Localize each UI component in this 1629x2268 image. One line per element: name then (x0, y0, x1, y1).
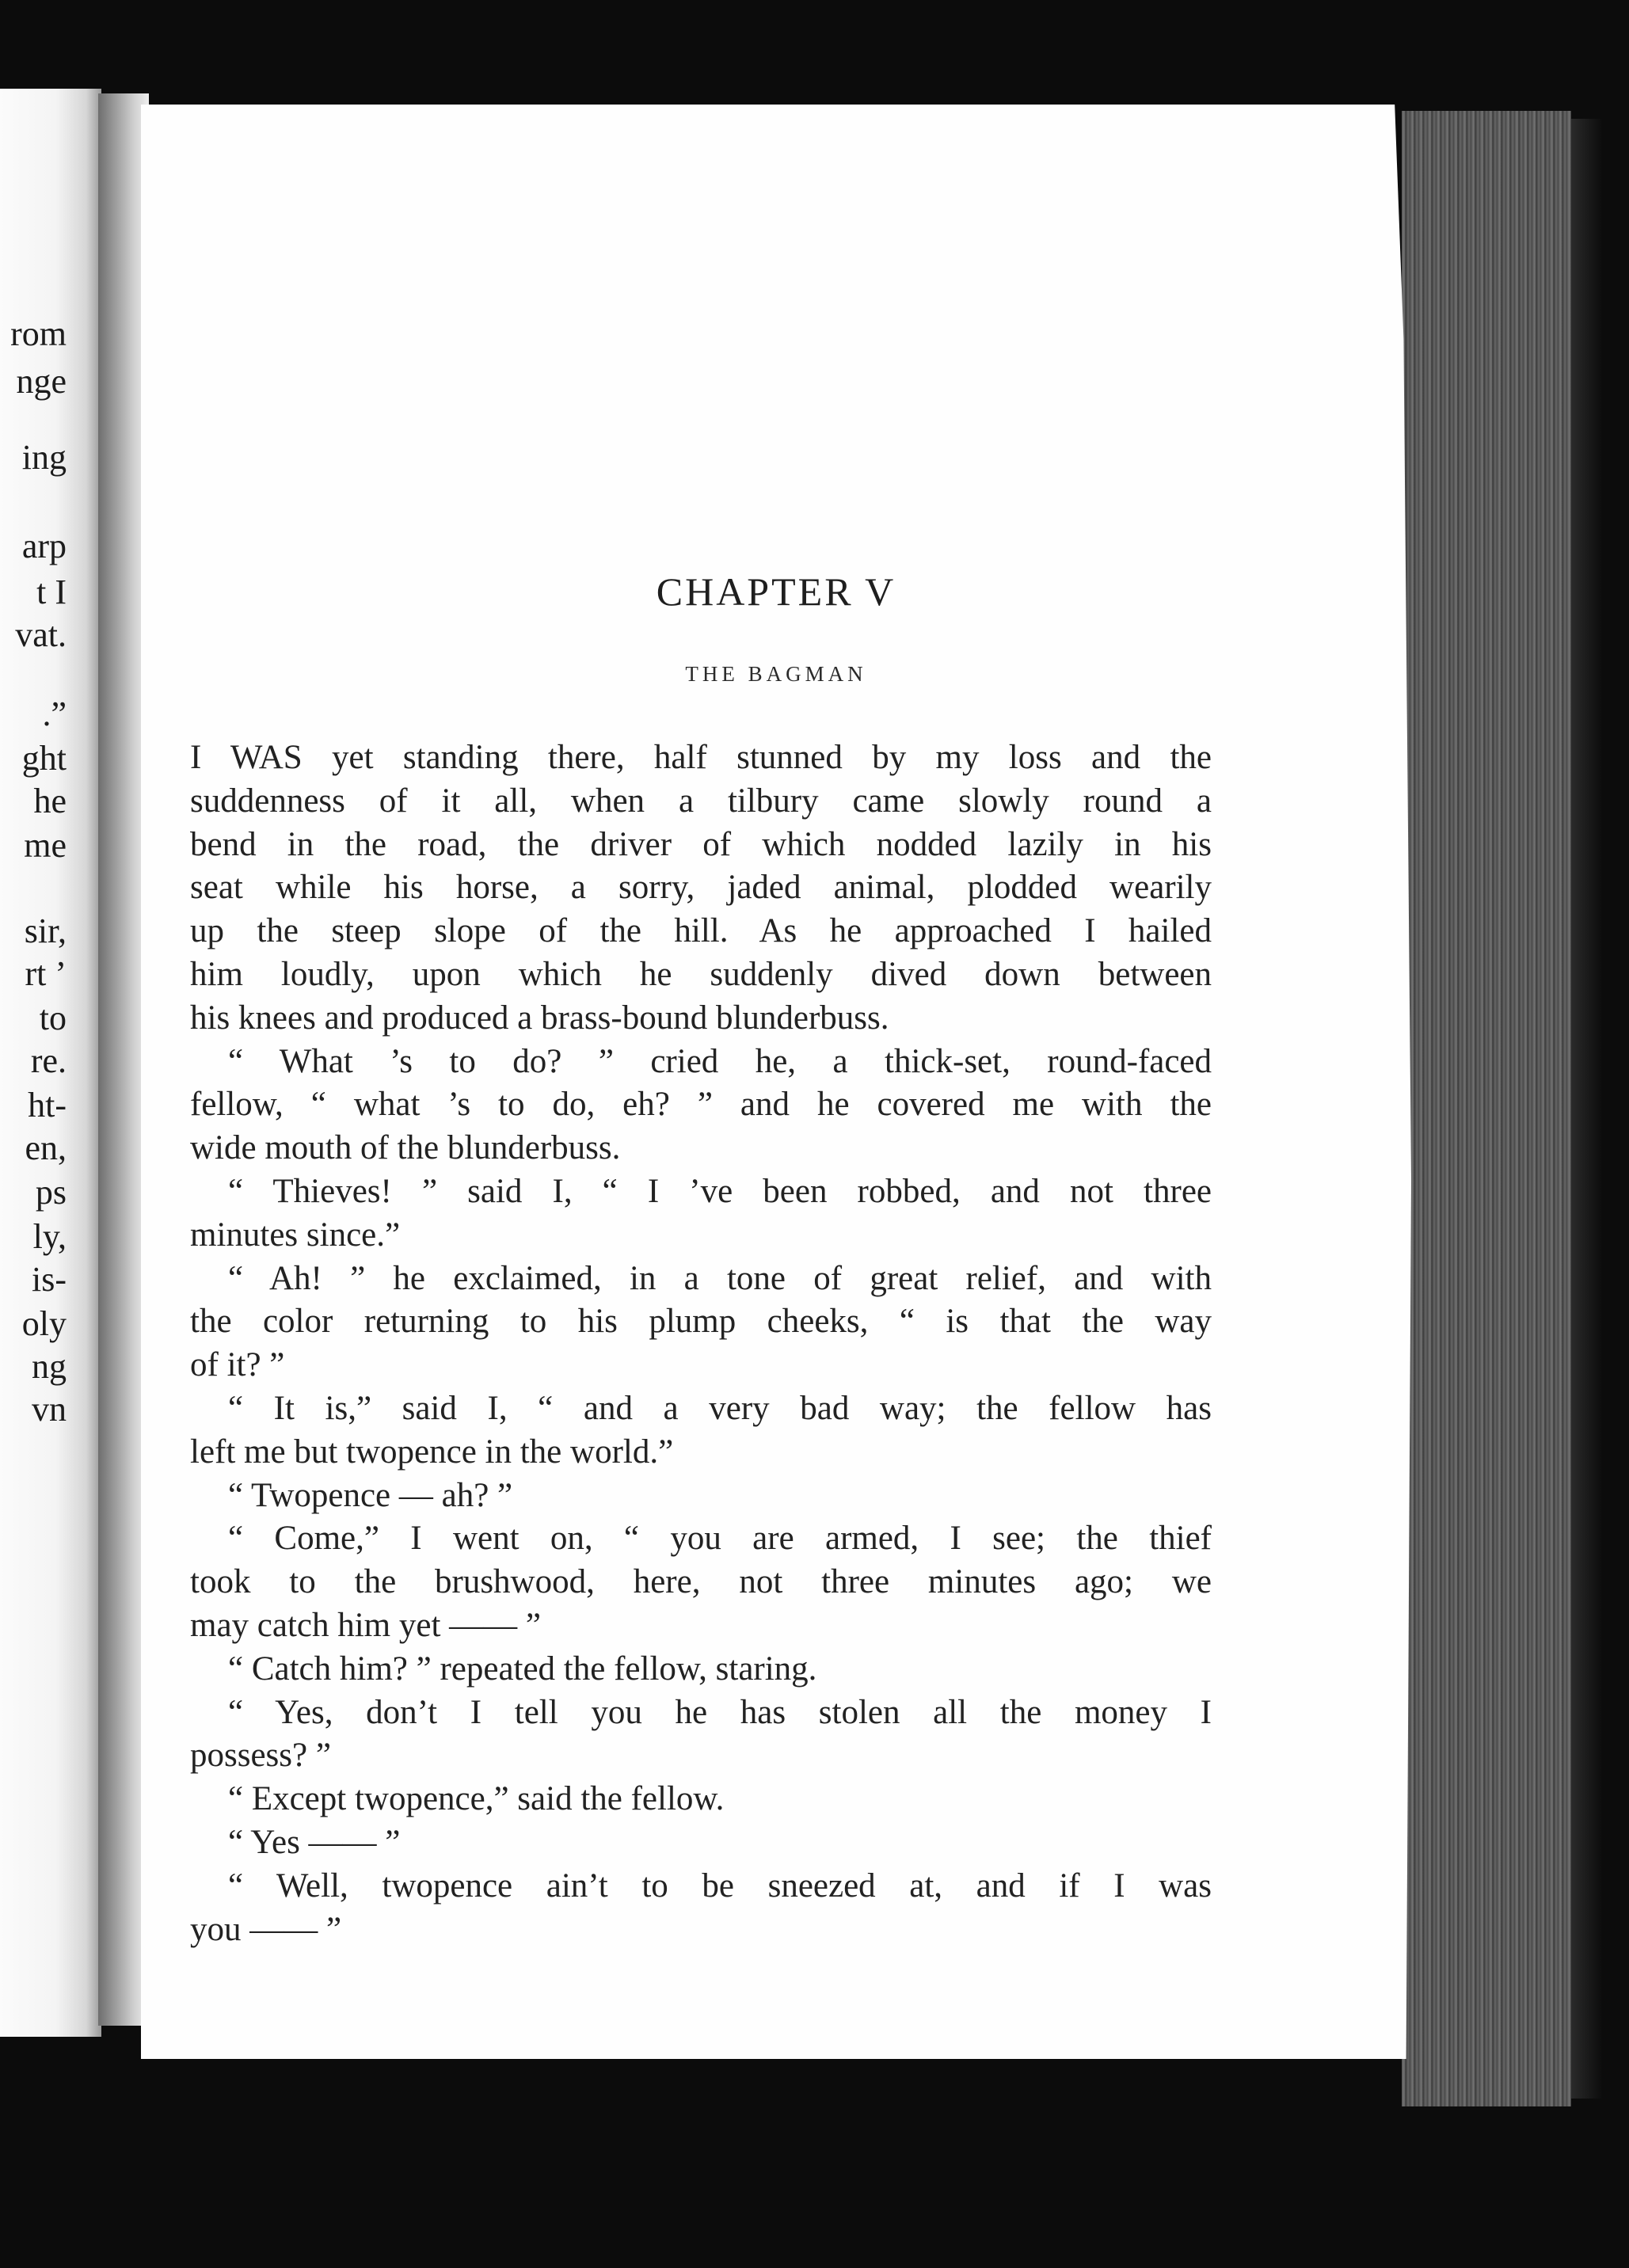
text-line: left me but twopence in the world.” (190, 1433, 674, 1471)
left-page-fragment: t I (36, 573, 67, 611)
text-line: may catch him yet —— ” (190, 1606, 541, 1644)
left-page-fragment: sir, (24, 911, 67, 950)
text-line: “ Except twopence,” said the fellow. (228, 1780, 725, 1818)
left-page-fragment: to (39, 999, 67, 1037)
left-page-fragment: ng (32, 1347, 67, 1386)
left-page-fragment: ght (21, 739, 67, 778)
left-page-fragment: ing (21, 438, 67, 477)
text-line: you —— ” (190, 1910, 342, 1948)
left-page-fragment: arp (21, 527, 67, 565)
left-page-fragment: he (33, 782, 67, 820)
chapter-subtitle: THE BAGMAN (685, 662, 867, 686)
left-page-fragment: ly, (32, 1217, 67, 1256)
text-line: “ Well, twopence ain’t to be sneezed at, and if I was (228, 1867, 1212, 1905)
text-line: “ Yes —— ” (228, 1823, 401, 1861)
text-line: fellow, “ what ’s to do, eh? ” and he covered me with the (190, 1086, 1212, 1124)
left-page-fragment: me (24, 826, 67, 865)
left-page-fragment: rt ’ (25, 954, 67, 993)
text-line: of it? ” (190, 1346, 285, 1384)
left-page-fragment: .” (42, 694, 67, 733)
text-line: “ What ’s to do? ” cried he, a thick-set, round-faced (228, 1042, 1212, 1080)
left-page-fragment: rom (10, 314, 67, 353)
left-page-fragment: ht- (28, 1086, 67, 1124)
text-line: him loudly, upon which he suddenly dived down between (190, 955, 1212, 993)
left-page-fragment: en, (25, 1128, 67, 1167)
text-line: “ Catch him? ” repeated the fellow, staring. (228, 1650, 817, 1688)
text-line: wide mouth of the blunderbuss. (190, 1129, 621, 1167)
text-line: his knees and produced a brass-bound blunderbuss. (190, 999, 889, 1037)
page-edge-shadow (1571, 119, 1603, 2099)
text-line: “ Yes, don’t I tell you he has stolen all the money I (228, 1693, 1212, 1731)
text-line: the color returning to his plump cheeks, “ is that the way (190, 1303, 1212, 1341)
text-line: seat while his horse, a sorry, jaded animal, plodded wearily (190, 869, 1212, 907)
text-line: “ Ah! ” he exclaimed, in a tone of great relief, and with (228, 1259, 1212, 1297)
text-line: took to the brushwood, here, not three minutes ago; we (190, 1563, 1212, 1601)
text-line: bend in the road, the driver of which nodded lazily in his (190, 825, 1212, 863)
left-page-fragment: ps (35, 1173, 67, 1212)
text-line: I WAS yet standing there, half stunned by my loss and the (190, 739, 1212, 776)
left-page-fragment: vat. (15, 615, 67, 654)
previous-page (0, 89, 101, 2037)
chapter-title: CHAPTER V (656, 569, 896, 614)
left-page-fragment: oly (21, 1304, 67, 1343)
left-page-fragment: re. (30, 1041, 67, 1080)
text-line: up the steep slope of the hill. As he approached I hailed (190, 912, 1212, 950)
text-line: possess? ” (190, 1737, 331, 1775)
text-line: “ Come,” I went on, “ you are armed, I see; the thief (228, 1520, 1212, 1558)
left-page-fragment: nge (16, 362, 67, 401)
text-line: suddenness of it all, when a tilbury came slowly round a (190, 782, 1212, 820)
text-line: “ Thieves! ” said I, “ I ’ve been robbed, and not three (228, 1172, 1212, 1210)
left-page-fragment: is- (32, 1260, 67, 1299)
page-block-edge (1402, 111, 1571, 2106)
text-line: “ Twopence — ah? ” (228, 1476, 513, 1514)
text-line: “ It is,” said I, “ and a very bad way; the fellow has (228, 1389, 1212, 1427)
body-text (190, 736, 1212, 1951)
text-line: minutes since.” (190, 1216, 401, 1254)
left-page-fragment: vn (32, 1390, 67, 1429)
